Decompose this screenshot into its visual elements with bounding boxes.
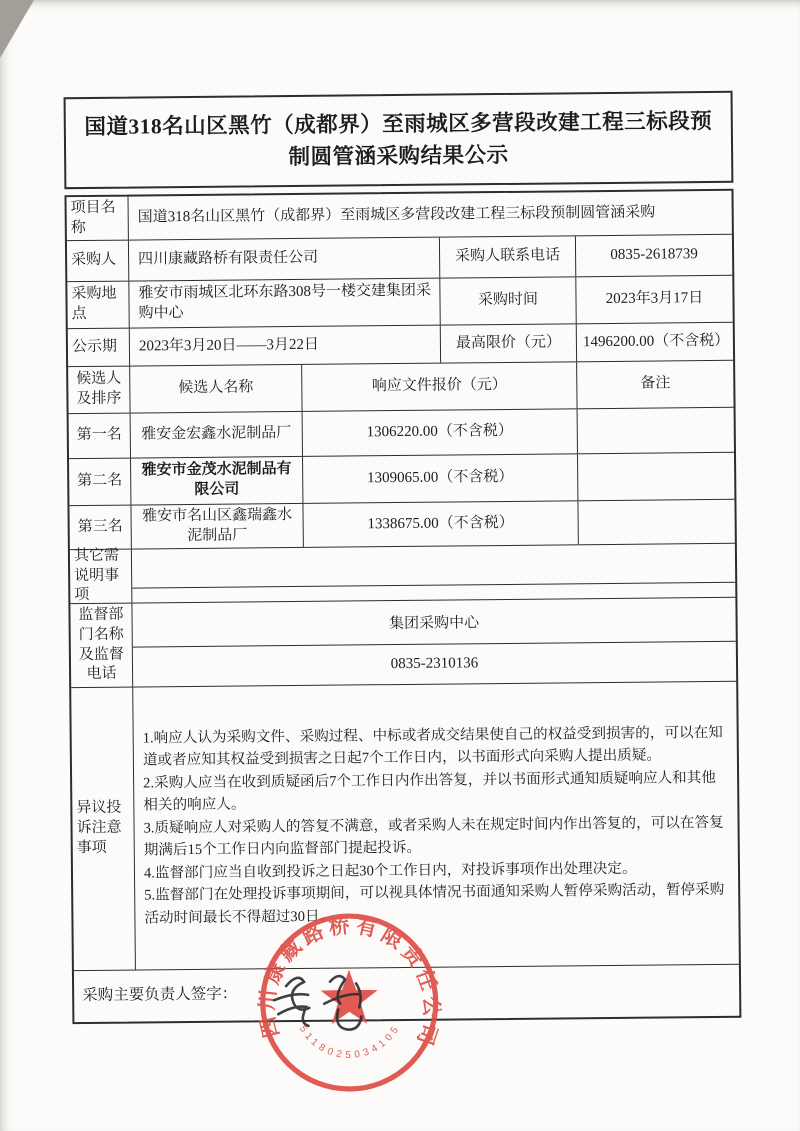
table-row-project-name bbox=[67, 191, 732, 241]
candidate-price-header: 响应文件报价（元） bbox=[302, 362, 577, 411]
seal-number-text: 5118025034105 bbox=[296, 1023, 401, 1062]
objection-label: 异议投诉注意事项 bbox=[71, 688, 136, 971]
max-price-label: 最高限价（元） bbox=[441, 324, 577, 362]
procurement-result-table bbox=[64, 189, 741, 1024]
candidate-1-price: 1306220.00（不含税） bbox=[303, 409, 578, 456]
table-row-publicity-period bbox=[68, 323, 733, 367]
candidate-3-rank: 第三名 bbox=[69, 506, 131, 550]
candidate-2-price: 1309065.00（不含税） bbox=[303, 454, 578, 503]
purchaser-value: 四川康藏路桥有限责任公司 bbox=[129, 238, 440, 281]
objection-item-5: 5.监督部门在处理投诉事项期间，可以视具体情况书面通知采购人暂停采购活动，暂停采购活动时间最长不得超过30日。 bbox=[144, 882, 725, 927]
candidate-header-row bbox=[68, 361, 733, 414]
objection-item-3: 3.质疑响应人对采购人的答复不满意，或者采购人未在规定时间内作出答复的，可以在答复期满后15个工作日内向监督部门提起投诉。 bbox=[143, 814, 724, 859]
seal-company-text: 四川康藏路桥有限责任公司 bbox=[256, 915, 442, 1048]
document-title bbox=[64, 91, 734, 189]
publicity-period-value: 2023年3月20日——3月22日 bbox=[130, 326, 441, 366]
publicity-period-label: 公示期 bbox=[68, 329, 130, 367]
candidate-1-rank: 第一名 bbox=[69, 414, 131, 459]
objection-item-4: 4.监督部门应当自收到投诉之日起30个工作日内，对投诉事项作出处理决定。 bbox=[143, 860, 637, 882]
purchaser-label: 采购人 bbox=[67, 241, 129, 282]
handwritten-signature bbox=[264, 965, 397, 1044]
candidate-row-3 bbox=[69, 500, 734, 550]
supervision-value-area bbox=[132, 598, 736, 687]
candidate-2-note bbox=[578, 453, 734, 500]
candidate-name-header: 候选人名称 bbox=[130, 365, 302, 413]
candidate-2-name: 雅安市金茂水泥制品有限公司 bbox=[131, 457, 303, 505]
candidate-rank-header: 候选人及排序 bbox=[68, 367, 130, 414]
purchaser-phone-value: 0835-2618739 bbox=[610, 246, 698, 264]
candidate-3-name: 雅安市名山区鑫瑞鑫水泥制品厂 bbox=[131, 504, 303, 549]
candidate-1-name: 雅安金宏鑫水泥制品厂 bbox=[131, 412, 303, 458]
other-notes-value-top bbox=[132, 544, 735, 589]
candidate-3-note bbox=[578, 500, 734, 544]
purchase-time-value: 2023年3月17日 bbox=[605, 290, 704, 308]
candidate-3-price: 1338675.00（不含税） bbox=[303, 501, 578, 547]
project-name-label: 项目名称 bbox=[67, 197, 129, 241]
candidate-row-1 bbox=[69, 408, 734, 459]
location-label: 采购地点 bbox=[67, 282, 129, 329]
candidate-1-note bbox=[578, 408, 734, 453]
table-row-supervision bbox=[70, 598, 736, 688]
supervision-label: 监督部门名称及监督电话 bbox=[70, 604, 133, 688]
objection-item-1: 1.响应人认为采购文件、采购过程、中标或者成交结果使自己的权益受到损害的，可以在知道或者应知其权益受到损害之日起7个工作日内，以书面形式向采购人提出质疑。 bbox=[142, 724, 723, 769]
purchase-time-label: 采购时间 bbox=[440, 277, 576, 324]
other-notes-value-area bbox=[132, 544, 735, 603]
signature-label: 采购主要负责人签字： bbox=[82, 985, 238, 1005]
objection-item-2: 2.采购人应当在收到质疑函后7个工作日内作出答复，并以书面形式通知质疑响应人和其他相关的响应人。 bbox=[143, 769, 716, 814]
other-notes-label: 其它需说明事项 bbox=[70, 550, 133, 604]
supervision-department: 集团采购中心 bbox=[132, 598, 735, 648]
location-value: 雅安市雨城区北环东路308号一楼交建集团采购中心 bbox=[129, 279, 440, 328]
table-row-location bbox=[67, 276, 732, 329]
candidate-2-rank: 第二名 bbox=[69, 459, 131, 506]
supervision-phone: 0835-2310136 bbox=[390, 655, 479, 673]
document-title-text: 国道318名山区黑竹（成都界）至雨城区多营段改建工程三标段预制圆管涵采购结果公示 bbox=[84, 108, 713, 170]
candidate-row-2 bbox=[69, 453, 734, 506]
project-name-value: 国道318名山区黑竹（成都界）至雨城区多营段改建工程三标段预制圆管涵采购 bbox=[137, 204, 656, 226]
table-row-purchaser bbox=[67, 235, 732, 282]
table-row-other-notes bbox=[70, 544, 735, 604]
max-price-value: 1496200.00（不含税） bbox=[582, 332, 730, 350]
candidate-note-header: 备注 bbox=[640, 375, 671, 392]
purchaser-phone-label: 采购人联系电话 bbox=[440, 236, 576, 277]
